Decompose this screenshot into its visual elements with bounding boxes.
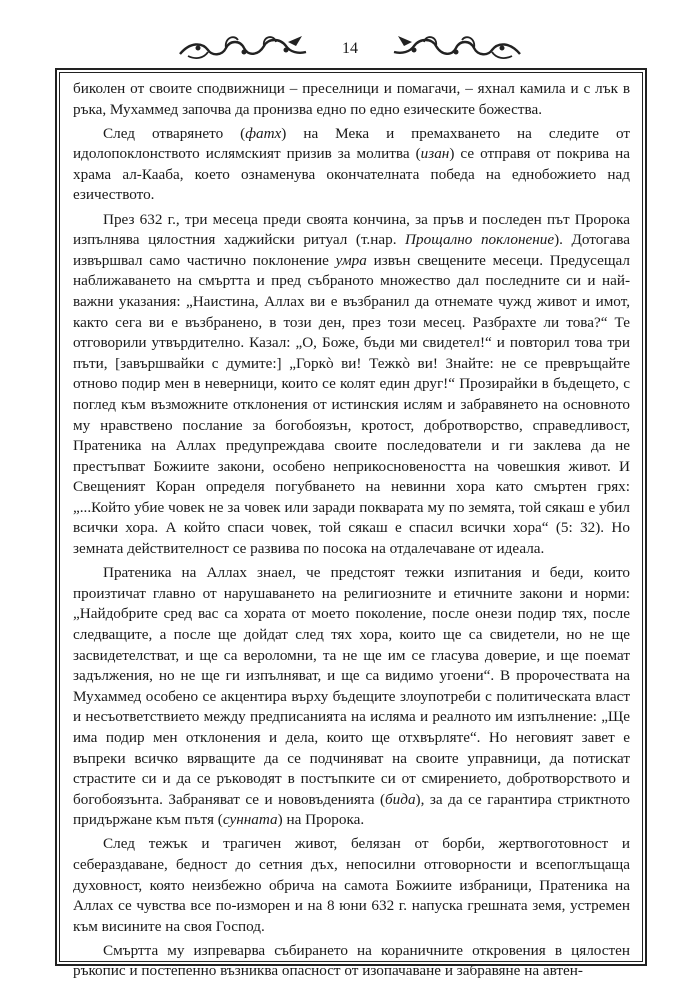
term-fath: фатх [245,124,282,142]
page-number: 14 [342,40,358,57]
term-farewell-pilgrimage: Прощално поклонение [405,231,555,249]
paragraph-4: Пратеника на Аллах знаел, че предстоят тежки изпитания и беди, които произтичат главно от нарушаването на религиозните и етичните закони и норми: „Найдобрите сред вас са хората от моето поколение, после онези подир тях, после следващите, а после ще дойдат след тях хора, които ще са свидетели, но не ще засвидетелстват, и ще са вероломни, та не ще им се гласува доверие, и ще поемат задължения, но не ще ги изпълняват, и ще са видимо угоени“. В пророчествата на Мухаммед особено се акцентира върху бъдещите злоупотреби с политическата власт и несъответствието между предписанията на исляма и реалното им изпълнение: „Ще има подир мен отклонения и дела, които ще отхвърляте“. Но неговият завет е въпреки всичко вярващите да се подчиняват на своите управници, да потискат страстите си и да се ръководят в постъпките си от смирението, добротворството и богобоязънта. Забраняват се и нововъденията (бида), за да се гарантира стриктното придържане към пътя (сунната) на Пророка. [73,564,630,829]
term-sunna: сунната [222,811,278,829]
term-bida: бида [385,790,416,808]
term-izan: изан [420,145,450,163]
paragraph-5: След тежък и трагичен живот, белязан от борби, жертвоготовност и себераздаване, бедност до сетния дъх, непосилни отговорности и всепоглъщаща духовност, която неизбежно обрича на самота Божиите избраници, Пратеника на Аллах се чувства все по-изморен и на 8 юни 632 г. напуска грешната земя, устремен към висините на своя Господ. [73,835,630,935]
paragraph-1: биколен от своите сподвижници – преселници и помагачи, – яхнал камила и с лък в ръка, Мухаммед започва да пронизва едно по едно езическите божества. [73,80,630,118]
body-text [73,79,630,986]
page-header [0,28,700,72]
term-umra: умра [335,251,367,269]
paragraph-2: След отварянето (фатх) на Мека и премахването на следите от идолопоклонството ислямският призив за молитва (изан) се отправя от покрива на храма ал-Кааба, което ознаменува окончателната победа на еднобожието над езичеството. [73,124,630,204]
ornament-right-icon [392,32,522,62]
paragraph-3: През 632 г., три месеца преди своята кончина, за пръв и последен път Пророка изпълнява цялостния хаджийски ритуал (т.нар. Прощално поклонение). Дотогава извършвал само частично поклонение умра извън свещените месеци. Предусещал наближаването на смъртта и пред събраното множество дал последните си и най-важни указания: „Наистина, Аллах ви е възбранил да отнемате чужд живот и имот, както сега ви е възбранено, в този ден, през този месец. Разбрахте ли това?“ Те отговорили утвърдително. Казал: „О, Боже, бъди ми свидетел!“ и повторил това три пъти, [завършвайки с думите:] „Горкò ви! Тежкò ви! Знайте: не се превръщайте отново подир мен в неверници, които се колят един друг!“ Прозирайки в бъдещето, с поглед към възможните отклонения от истинския ислям и забравянето на основното му нравствено послание за богобоязън, кротост, добротворство, справедливост, Пратеника на Аллах предупреждава своите последователи и ги заклева да не престъпват Божиите закони, особено неприкосновеността на човешкия живот. И Свещеният Коран определя погубването на невинни хора като смъртен грях: „...Който убие човек не за човек или заради покварата му по земята, той сякаш е убил всички хора. А който спаси човек, той сякаш е спасил всички хора“ (5: 32). Но земната действителност се развива по посока на отдалечаване от идеала. [73,210,630,558]
paragraph-6: Смъртта му изпреварва събирането на кораничните откровения в цялостен ръкопис и постепенно възниква опасност от изопачаване и забравяне на автен- [73,941,630,980]
